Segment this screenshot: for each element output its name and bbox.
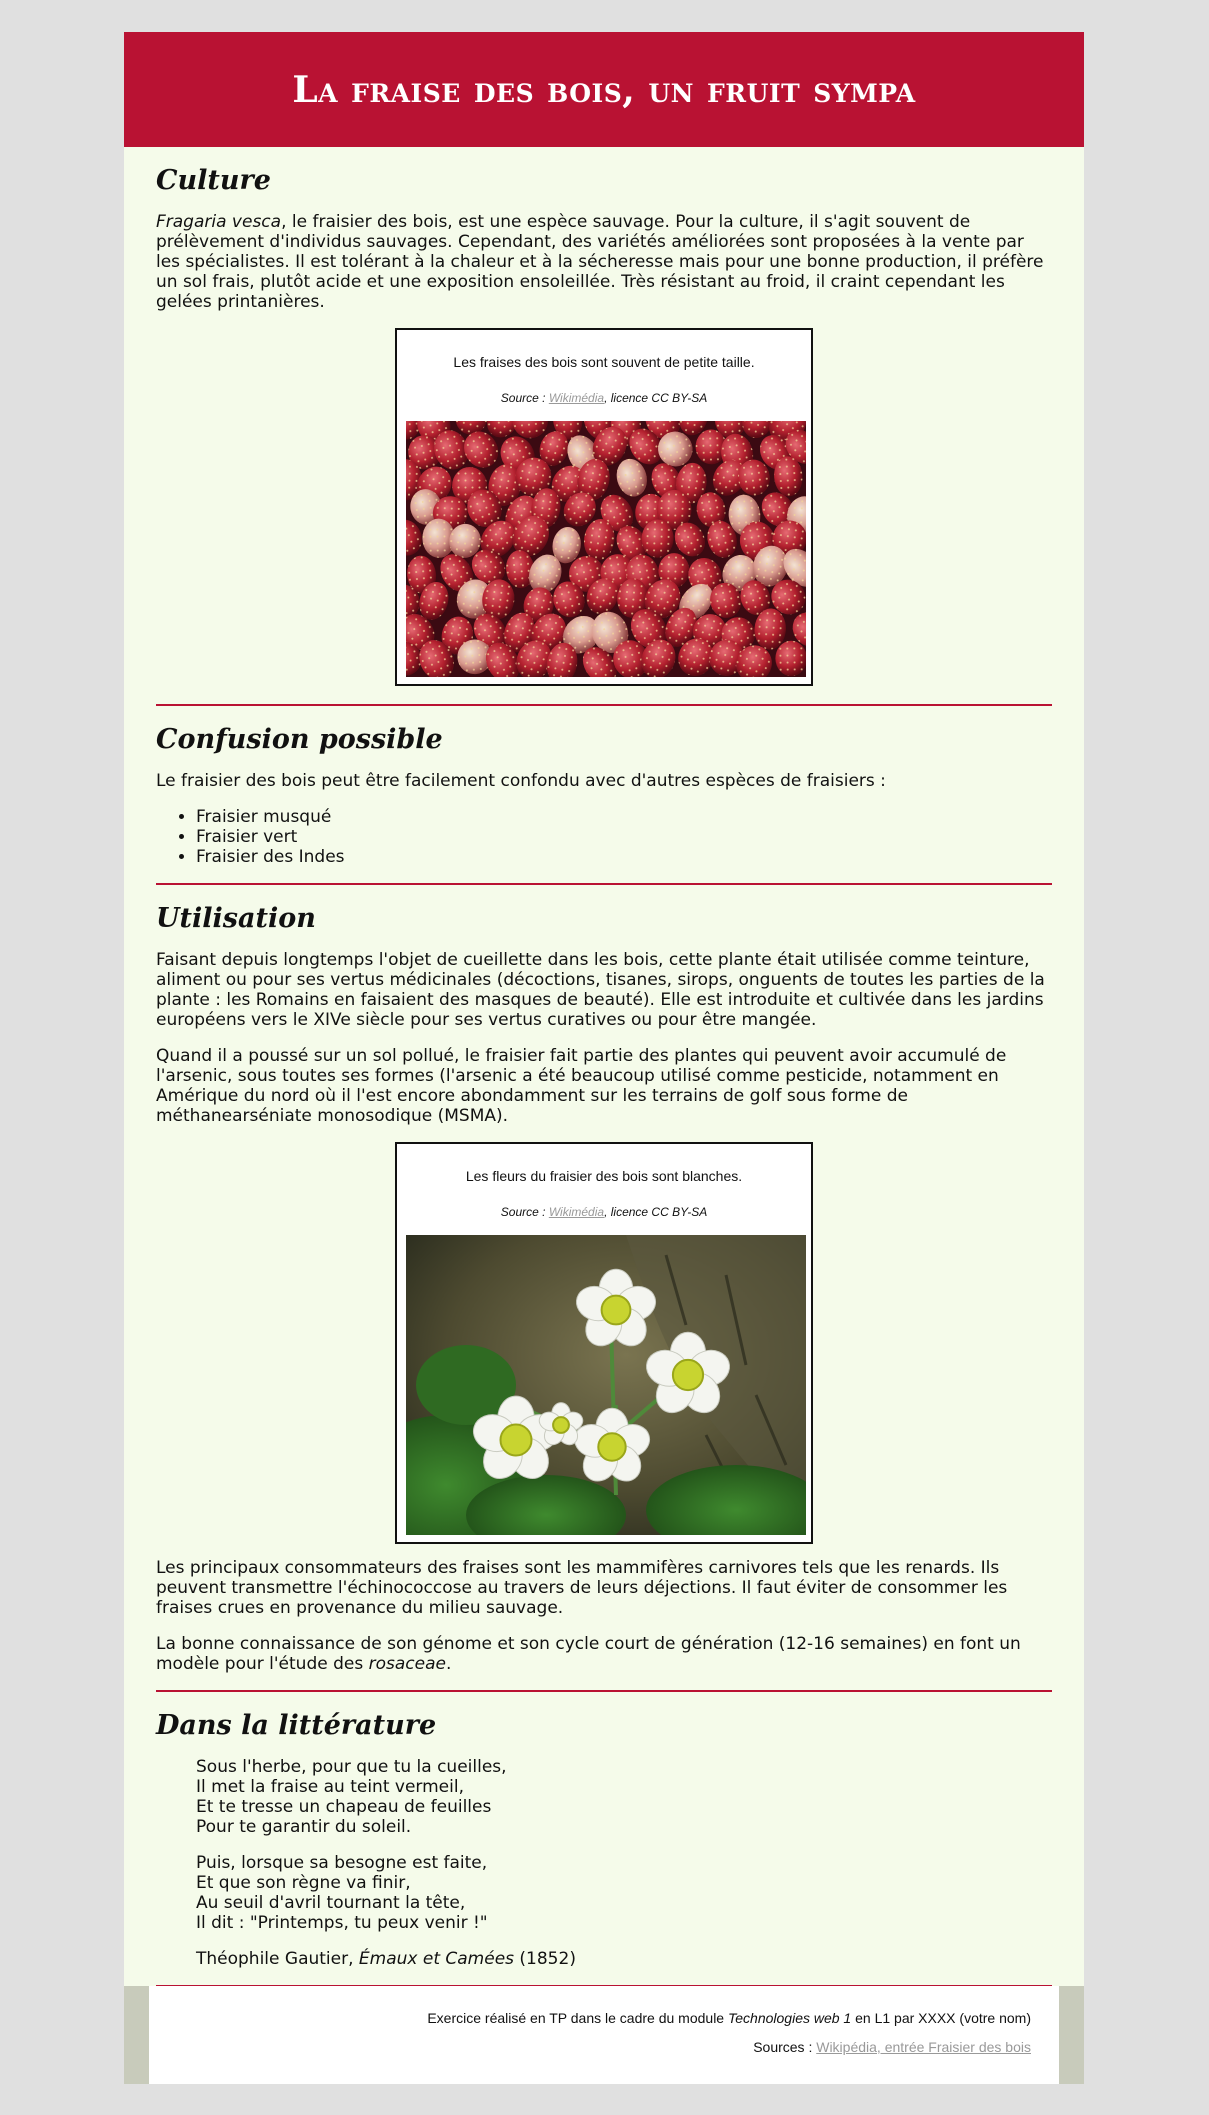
source-prefix: Source :	[500, 391, 549, 405]
poem-line: Et que son règne va finir,	[196, 1873, 411, 1893]
heading-litterature: Dans la littérature	[156, 1710, 437, 1741]
poem-stanza-2	[156, 1853, 1052, 1933]
figure-flowers	[395, 1142, 813, 1544]
poem-line: Il dit : "Printemps, tu peux venir !"	[196, 1913, 488, 1933]
source-suffix: , licence CC BY-SA	[604, 391, 708, 405]
poem-line: Et te tresse un chapeau de feuilles	[196, 1797, 492, 1817]
source-prefix: Source :	[500, 1205, 549, 1219]
confusion-list	[156, 807, 1052, 867]
figure-caption: Les fraises des bois sont souvent de petite taille.	[453, 354, 755, 370]
page-title: La fraise des bois, un fruit sympa	[292, 68, 916, 111]
poem-line: Puis, lorsque sa besogne est faite,	[196, 1853, 488, 1873]
species-name: Fragaria vesca	[156, 212, 282, 232]
divider	[156, 1690, 1052, 1692]
divider	[156, 704, 1052, 706]
flowers-photo	[406, 1235, 806, 1535]
list-item: • Fraisier vert	[196, 827, 1052, 847]
page	[124, 32, 1084, 2084]
heading-culture: Culture	[156, 165, 271, 196]
p4-italic: rosaceae	[368, 1654, 446, 1674]
culture-paragraph	[156, 212, 1052, 312]
divider	[156, 883, 1052, 885]
footer-module-name: Technologies web 1	[727, 2010, 852, 2026]
utilisation-paragraph-2: Quand il a poussé sur un sol pollué, le fraisier fait partie des plantes qui peuvent avoir accumulé de l'arsenic, sous toutes ses formes (l'arsenic a été beaucoup utilisé comme pesticide, notamment en Amérique du nord où il l'est encore abondamment sur les terrains de golf sous forme de méthanearséniate monosodique (MSMA).	[156, 1046, 1007, 1126]
figure-caption: Les fleurs du fraisier des bois sont blanches.	[465, 1168, 743, 1184]
poem-attribution	[156, 1949, 1052, 1969]
heading-confusion: Confusion possible	[156, 724, 443, 755]
source-link-wikimedia[interactable]: Wikimédia	[548, 1205, 605, 1219]
header-banner	[124, 32, 1084, 147]
flower-center	[598, 1433, 625, 1460]
flower-center	[673, 1360, 703, 1390]
footer-panel	[149, 1986, 1059, 2084]
strawberries-photo	[406, 421, 806, 677]
footer	[124, 1986, 1084, 2084]
heading-utilisation: Utilisation	[156, 903, 316, 934]
utilisation-paragraph-4	[156, 1634, 1052, 1674]
confusion-intro: Le fraisier des bois peut être facilement confondu avec d'autres espèces de fraisiers :	[156, 771, 886, 791]
flower-center	[602, 1296, 631, 1325]
figure-strawberries	[395, 328, 813, 686]
flower-center	[501, 1425, 532, 1456]
poem-line: Il met la fraise au teint vermeil,	[196, 1777, 464, 1797]
poem-author: Théophile Gautier,	[196, 1949, 359, 1969]
footer-sources	[753, 2039, 1031, 2055]
poem-work: Émaux et Camées	[358, 1949, 515, 1969]
poem-line: Pour te garantir du soleil.	[196, 1817, 412, 1837]
footer-credit	[427, 2010, 1031, 2026]
utilisation-paragraph-1: Faisant depuis longtemps l'objet de cueillette dans les bois, cette plante était utilisée comme teinture, aliment ou pour ses vertus médicinales (décoctions, tisanes, sirops, onguents de toutes les parties de la plante : les Romains en faisaient des masques de beauté). Elle est introduite et cultivée dans les jardins européens vers le XIVe siècle pour ses vertus curatives ou pour être mangée.	[156, 950, 1045, 1030]
poem-year: (1852)	[514, 1949, 576, 1969]
sources-label: Sources :	[753, 2039, 817, 2055]
poem-line: Sous l'herbe, pour que tu la cueilles,	[196, 1757, 507, 1777]
source-link-wikimedia[interactable]: Wikimédia	[548, 391, 605, 405]
sources-link-wikipedia[interactable]: Wikipédia, entrée Fraisier des bois	[816, 2039, 1031, 2055]
strawberry-cluster	[406, 421, 806, 677]
figure-source	[406, 388, 802, 408]
main-content	[124, 165, 1084, 1987]
poem-line: Au seuil d'avril tournant la tête,	[196, 1893, 466, 1913]
flower-center	[553, 1417, 569, 1433]
source-suffix: , licence CC BY-SA	[604, 1205, 708, 1219]
poem-stanza-1	[156, 1757, 1052, 1837]
list-item: • Fraisier musqué	[196, 807, 1052, 827]
culture-paragraph-text: , le fraisier des bois, est une espèce sauvage. Pour la culture, il s'agit souvent de prélèvement d'individus sauvages. Cependant, des variétés améliorées sont proposées à la vente par les spécialistes. Il est tolérant à la chaleur et à la sécheresse mais pour une bonne production, il préfère un sol frais, plutôt acide et une exposition ensoleillée. Très résistant au froid, il craint cependant les gelées printanières.	[156, 212, 1044, 312]
footer-credit-end: en L1 par XXXX (votre nom)	[851, 2010, 1031, 2026]
utilisation-paragraph-3: Les principaux consommateurs des fraises sont les mammifères carnivores tels que les renards. Ils peuvent transmettre l'échinococcose au travers de leurs déjections. Il faut éviter de consommer les fraises crues en provenance du milieu sauvage.	[156, 1558, 1008, 1618]
figure-source	[406, 1202, 802, 1222]
p4-end: .	[445, 1654, 452, 1674]
list-item: • Fraisier des Indes	[196, 847, 1052, 867]
p4-text: La bonne connaissance de son génome et son cycle court de génération (12-16 semaines) en font un modèle pour l'étude des	[156, 1634, 1021, 1674]
footer-credit-text: Exercice réalisé en TP dans le cadre du module	[427, 2010, 728, 2026]
